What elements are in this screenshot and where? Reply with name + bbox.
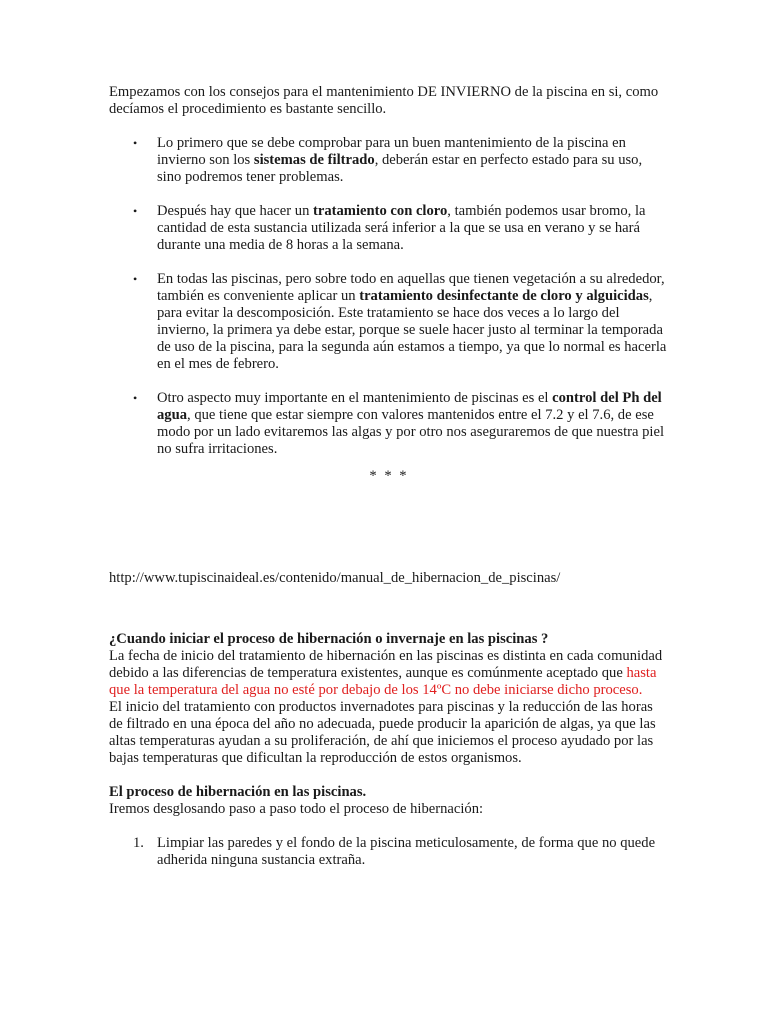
list-item: • En todas las piscinas, pero sobre todo en aquellas que tienen vegetación a su alrededor, también es conveniente aplicar un tratamiento desinfectante de cloro y alguicidas, para evitar la descomposición. Este tratamiento se hace dos veces a lo largo del invierno, la primera ya debe estar, porque se suele hacer justo al terminar la temporada de uso de la piscina, para la segunda aún estamos a tiempo, ya que lo normal es hacerla en el mes de febrero.: [133, 271, 667, 372]
list-item: • Otro aspecto muy importante en el mantenimiento de piscinas es el control del Ph del agua, que tiene que estar siempre con valores mantenidos entre el 7.2 y el 7.6, de ese modo por un lado evitaremos las algas y por otro nos aseguraremos de que nuestra piel no sufra irritaciones.: [133, 390, 664, 457]
bold-term: tratamiento desinfectante de cloro y alguicidas: [359, 288, 649, 304]
section-separator: * * *: [369, 468, 409, 484]
source-url: http://www.tupiscinaideal.es/contenido/manual_de_hibernacion_de_piscinas/: [109, 570, 561, 586]
bullet-icon: •: [133, 204, 138, 218]
bold-term: sistemas de filtrado: [253, 152, 375, 168]
bullet-icon: •: [133, 272, 138, 286]
bullet-icon: •: [133, 136, 138, 150]
bold-term: tratamiento con cloro: [313, 203, 448, 219]
maintenance-tips-list: [109, 135, 669, 458]
intro-paragraph: Empezamos con los consejos para el mantenimiento DE INVIERNO de la piscina en si, como decíamos el procedimiento es bastante sencillo.: [109, 84, 659, 117]
highlighted-text: hasta que la temperatura del agua no esté por debajo de los 14ºC no debe iniciarse dicho proceso.: [109, 665, 657, 698]
bullet-icon: •: [133, 391, 138, 405]
section-heading: ¿Cuando iniciar el proceso de hibernación o invernaje en las piscinas ?: [109, 631, 549, 647]
step-number: 1.: [133, 835, 144, 851]
section-paragraph: La fecha de inicio del tratamiento de hibernación en las piscinas es distinta en cada comunidad debido a las diferencias de temperatura existentes, aunque es comúnmente aceptado que hasta que la temperatura del agua no esté por debajo de los 14ºC no debe iniciarse dicho proceso.: [109, 648, 663, 698]
list-item: 1. Limpiar las paredes y el fondo de la piscina meticulosamente, de forma que no quede adherida ninguna sustancia extraña.: [133, 835, 656, 868]
section-paragraph: El inicio del tratamiento con productos invernadotes para piscinas y la reducción de las horas de filtrado en una época del año no adecuada, puede producir la aparición de algas, ya que las altas temperaturas ayudan a su proliferación, de ahí que iniciemos el proceso ayudado por las bajas temperaturas que dificultan la reproducción de estos organismos.: [109, 699, 656, 766]
list-item: • Lo primero que se debe comprobar para un buen mantenimiento de la piscina en invierno son los sistemas de filtrado, deberán estar en perfecto estado para su uso, sino podremos tener problemas.: [133, 135, 643, 185]
document-page: [109, 84, 669, 869]
bold-term: control del Ph del agua: [157, 390, 662, 423]
section-heading: El proceso de hibernación en las piscinas.: [109, 784, 367, 800]
list-item: • Después hay que hacer un tratamiento con cloro, también podemos usar bromo, la cantidad de esta sustancia utilizada será inferior a la que se usa en verano y se hará durante una media de 8 horas a la semana.: [133, 203, 646, 253]
hibernation-steps-list: [109, 835, 669, 869]
section-intro: Iremos desglosando paso a paso todo el proceso de hibernación:: [109, 801, 484, 817]
